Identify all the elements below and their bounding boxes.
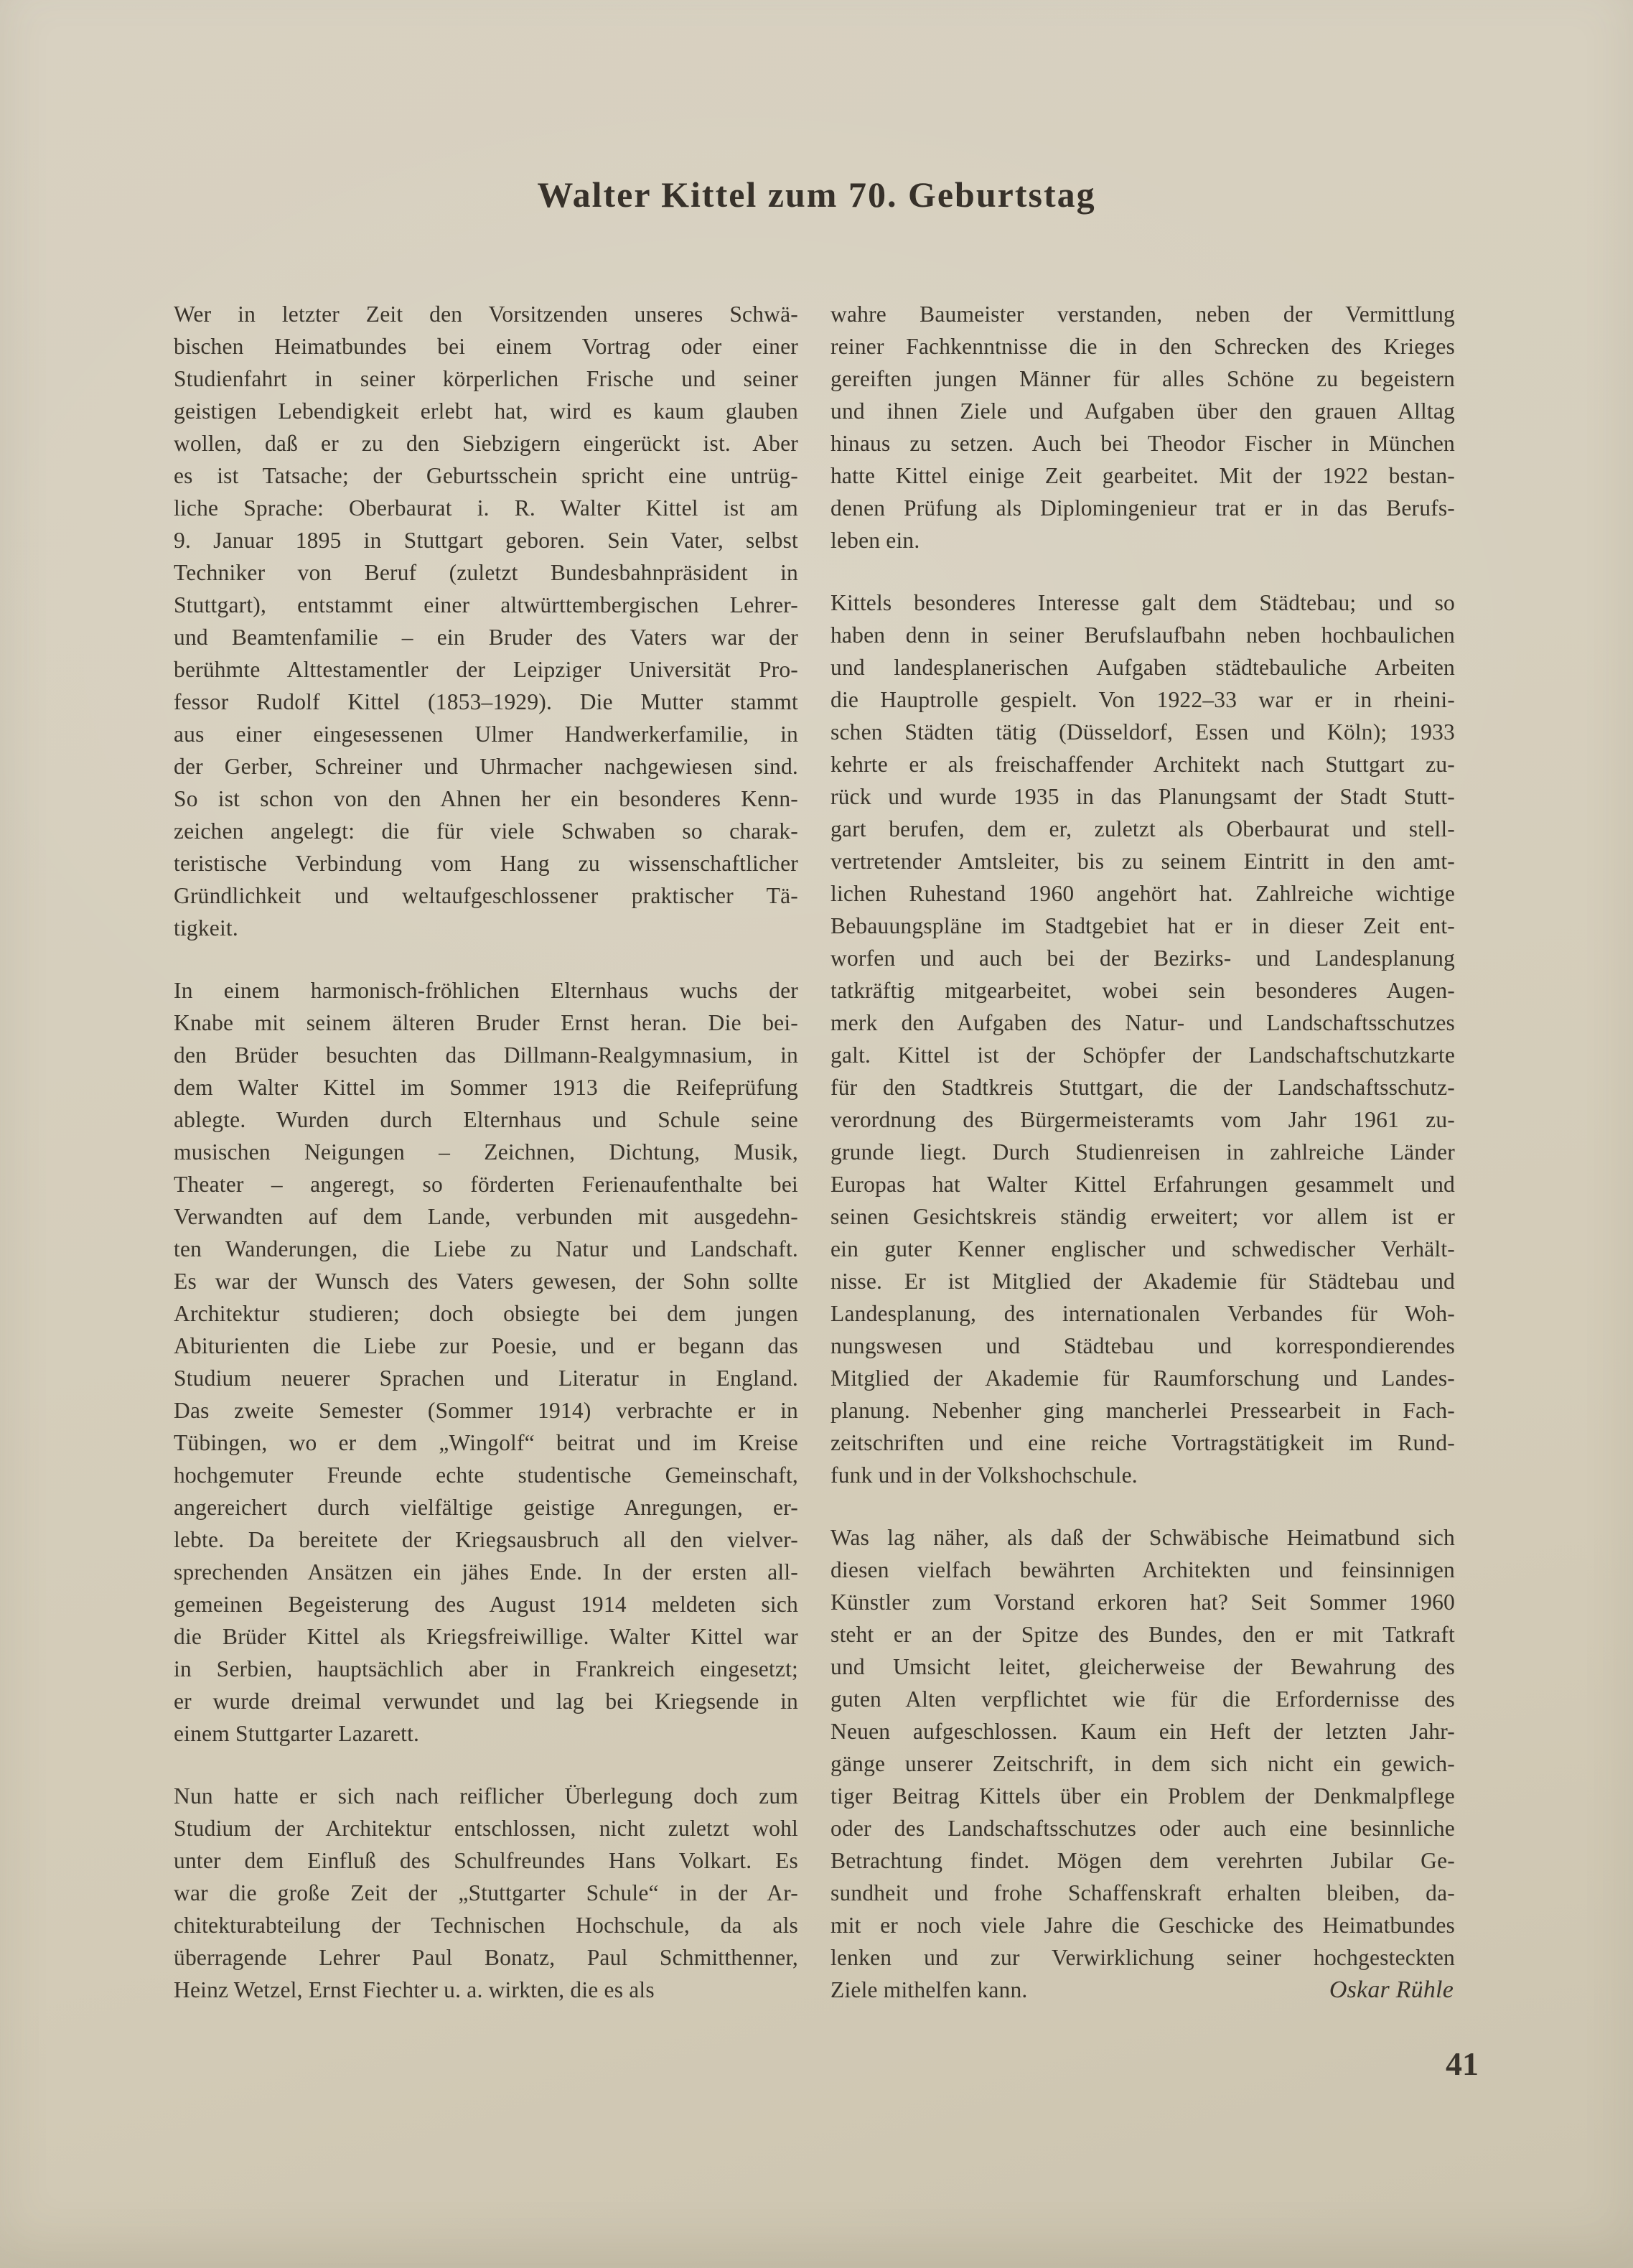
text-line: So ist schon von den Ahnen her ein besonderes Kenn- xyxy=(174,786,798,811)
text-line: den Brüder besuchten das Dillmann-Realgymnasium, in xyxy=(174,1042,798,1068)
text-line: und landesplanerischen Aufgaben städtebauliche Arbeiten xyxy=(830,655,1455,680)
text-line: angereichert durch vielfältige geistige Anregungen, er- xyxy=(174,1495,798,1520)
text-line: geistigen Lebendigkeit erlebt hat, wird es kaum glauben xyxy=(174,398,798,424)
text-line: Landesplanung, des internationalen Verbandes für Woh- xyxy=(830,1301,1455,1326)
text-line: Abiturienten die Liebe zur Poesie, und er begann das xyxy=(174,1333,798,1358)
text-line: funk und in der Volkshochschule. xyxy=(830,1462,1138,1488)
text-line: berühmte Alttestamentler der Leipziger Universität Pro- xyxy=(174,657,798,682)
text-line: und ihnen Ziele und Aufgaben über den grauen Alltag xyxy=(830,398,1455,424)
text-line: Tübingen, wo er dem „Wingolf“ beitrat und im Kreise xyxy=(174,1430,798,1455)
text-line: planung. Nebenher ging mancherlei Pressearbeit in Fach- xyxy=(830,1398,1455,1423)
text-line: Ziele mithelfen kann. xyxy=(830,1977,1028,2002)
text-line: sprechenden Ansätzen ein jähes Ende. In der ersten all- xyxy=(174,1559,798,1585)
text-line: wollen, daß er zu den Siebzigern eingerückt ist. Aber xyxy=(174,431,798,456)
text-line: galt. Kittel ist der Schöpfer der Landschaftschutzkarte xyxy=(830,1042,1455,1068)
text-line: unter dem Einfluß des Schulfreundes Hans Volkart. Es xyxy=(174,1848,798,1873)
text-line: gemeinen Begeisterung des August 1914 meldeten sich xyxy=(174,1592,798,1617)
text-line: lebte. Da bereitete der Kriegsausbruch all den vielver- xyxy=(174,1527,798,1552)
text-line: Es war der Wunsch des Vaters gewesen, der Sohn sollte xyxy=(174,1269,798,1294)
text-line: vertretender Amtsleiter, bis zu seinem Eintritt in den amt- xyxy=(830,849,1455,874)
text-line: seinen Gesichtskreis ständig erweitert; vor allem ist er xyxy=(830,1204,1455,1229)
text-line: merk den Aufgaben des Natur- und Landschaftsschutzes xyxy=(830,1010,1455,1035)
text-line: er wurde dreimal verwundet und lag bei Kriegsende in xyxy=(174,1689,798,1714)
text-line: In einem harmonisch-fröhlichen Elternhaus wuchs der xyxy=(174,978,798,1003)
closing-line xyxy=(830,1974,1455,2006)
text-line: die Brüder Kittel als Kriegsfreiwillige. Walter Kittel war xyxy=(174,1624,798,1649)
text-line: nisse. Er ist Mitglied der Akademie für Städtebau und xyxy=(830,1269,1455,1294)
left-column xyxy=(174,298,798,2006)
text-line: lichen Ruhestand 1960 angehört hat. Zahlreiche wichtige xyxy=(830,881,1455,906)
text-line: nungswesen und Städtebau und korrespondierendes xyxy=(830,1333,1455,1358)
text-line: Techniker von Beruf (zuletzt Bundesbahnpräsident in xyxy=(174,560,798,585)
text-line: Studium neuerer Sprachen und Literatur in England. xyxy=(174,1366,798,1391)
text-line: hatte Kittel einige Zeit gearbeitet. Mit der 1922 bestan- xyxy=(830,463,1455,488)
text-line: 9. Januar 1895 in Stuttgart geboren. Sein Vater, selbst xyxy=(174,528,798,553)
text-line: haben denn in seiner Berufslaufbahn neben hochbaulichen xyxy=(830,622,1455,648)
text-line: hochgemuter Freunde echte studentische Gemeinschaft, xyxy=(174,1462,798,1488)
text-line: reiner Fachkenntnisse die in den Schrecken des Krieges xyxy=(830,334,1455,359)
text-line: tiger Beitrag Kittels über ein Problem der Denkmalpflege xyxy=(830,1783,1455,1809)
text-line: Europas hat Walter Kittel Erfahrungen gesammelt und xyxy=(830,1172,1455,1197)
text-line: Studienfahrt in seiner körperlichen Frische und seiner xyxy=(174,366,798,391)
paragraph xyxy=(174,298,798,944)
text-line: es ist Tatsache; der Geburtsschein spricht eine untrüg- xyxy=(174,463,798,488)
text-line: der Gerber, Schreiner und Uhrmacher nachgewiesen sind. xyxy=(174,754,798,779)
text-line: Nun hatte er sich nach reiflicher Überlegung doch zum xyxy=(174,1783,798,1809)
text-line: Architektur studieren; doch obsiegte bei dem jungen xyxy=(174,1301,798,1326)
text-line: Studium der Architektur entschlossen, nicht zuletzt wohl xyxy=(174,1816,798,1841)
text-line: Wer in letzter Zeit den Vorsitzenden unseres Schwä- xyxy=(174,302,798,327)
text-line: Gründlichkeit und weltaufgeschlossener praktischer Tä- xyxy=(174,883,798,908)
text-line: steht er an der Spitze des Bundes, den er mit Tatkraft xyxy=(830,1622,1455,1647)
text-line: zeichen angelegt: die für viele Schwaben so charak- xyxy=(174,818,798,844)
page-number: 41 xyxy=(1446,2045,1479,2082)
text-line: Mitglied der Akademie für Raumforschung und Landes- xyxy=(830,1366,1455,1391)
paragraph xyxy=(174,1780,798,2006)
text-line: lenken und zur Verwirklichung seiner hochgesteckten xyxy=(830,1945,1455,1970)
text-line: verordnung des Bürgermeisteramts vom Jahr 1961 zu- xyxy=(830,1107,1455,1132)
text-line: Stuttgart), entstammt einer altwürttembergischen Lehrer- xyxy=(174,592,798,617)
text-line: hinaus zu setzen. Auch bei Theodor Fischer in München xyxy=(830,431,1455,456)
text-line: und Beamtenfamilie – ein Bruder des Vaters war der xyxy=(174,625,798,650)
text-line: ten Wanderungen, die Liebe zu Natur und Landschaft. xyxy=(174,1236,798,1261)
text-line: Knabe mit seinem älteren Bruder Ernst heran. Die bei- xyxy=(174,1010,798,1035)
text-line: tatkräftig mitgearbeitet, wobei sein besonderes Augen- xyxy=(830,978,1455,1003)
text-line: sundheit und frohe Schaffenskraft erhalten bleiben, da- xyxy=(830,1880,1455,1905)
text-line: chitekturabteilung der Technischen Hochschule, da als xyxy=(174,1913,798,1938)
paragraph xyxy=(830,587,1455,1491)
text-line: Bebauungspläne im Stadtgebiet hat er in dieser Zeit ent- xyxy=(830,913,1455,938)
text-line: schen Städten tätig (Düsseldorf, Essen und Köln); 1933 xyxy=(830,719,1455,745)
text-line: wahre Baumeister verstanden, neben der Vermittlung xyxy=(830,302,1455,327)
text-line: ablegte. Wurden durch Elternhaus und Schule seine xyxy=(174,1107,798,1132)
text-line: einem Stuttgarter Lazarett. xyxy=(174,1721,420,1746)
text-line: dem Walter Kittel im Sommer 1913 die Reifeprüfung xyxy=(174,1075,798,1100)
text-columns xyxy=(174,298,1455,2006)
text-line: überragende Lehrer Paul Bonatz, Paul Schmitthenner, xyxy=(174,1945,798,1970)
text-line: gart berufen, dem er, zuletzt als Oberbaurat und stell- xyxy=(830,816,1455,841)
text-line: liche Sprache: Oberbaurat i. R. Walter Kittel ist am xyxy=(174,495,798,521)
text-line: fessor Rudolf Kittel (1853–1929). Die Mutter stammt xyxy=(174,689,798,714)
text-line: Verwandten auf dem Lande, verbunden mit ausgedehn- xyxy=(174,1204,798,1229)
text-line: bischen Heimatbundes bei einem Vortrag oder einer xyxy=(174,334,798,359)
text-line: guten Alten verpflichtet wie für die Erfordernisse des xyxy=(830,1686,1455,1712)
text-line: für den Stadtkreis Stuttgart, die der Landschaftsschutz- xyxy=(830,1075,1455,1100)
author-signature: Oskar Rühle xyxy=(1329,1977,1454,2003)
text-line: Künstler zum Vorstand erkoren hat? Seit Sommer 1960 xyxy=(830,1590,1455,1615)
text-line: ein guter Kenner englischer und schwedischer Verhält- xyxy=(830,1236,1455,1261)
text-line: Heinz Wetzel, Ernst Fiechter u. a. wirkten, die es als xyxy=(174,1977,655,2002)
paragraph xyxy=(174,974,798,1750)
text-line: und Umsicht leitet, gleicherweise der Bewahrung des xyxy=(830,1654,1455,1679)
text-line: gänge unserer Zeitschrift, in dem sich nicht ein gewich- xyxy=(830,1751,1455,1776)
text-line: Theater – angeregt, so förderten Ferienaufenthalte bei xyxy=(174,1172,798,1197)
paragraph xyxy=(830,1521,1455,2006)
text-line: worfen und auch bei der Bezirks- und Landesplanung xyxy=(830,946,1455,971)
text-line: kehrte er als freischaffender Architekt nach Stuttgart zu- xyxy=(830,752,1455,777)
text-line: diesen vielfach bewährten Architekten und feinsinnigen xyxy=(830,1557,1455,1582)
right-column xyxy=(830,298,1455,2006)
text-line: Kittels besonderes Interesse galt dem Städtebau; und so xyxy=(830,590,1455,615)
text-line: denen Prüfung als Diplomingenieur trat er in das Berufs- xyxy=(830,495,1455,521)
text-line: mit er noch viele Jahre die Geschicke des Heimatbundes xyxy=(830,1913,1455,1938)
text-line: gereiften jungen Männer für alles Schöne zu begeistern xyxy=(830,366,1455,391)
text-line: zeitschriften und eine reiche Vortragstätigkeit im Rund- xyxy=(830,1430,1455,1455)
text-line: war die große Zeit der „Stuttgarter Schule“ in der Ar- xyxy=(174,1880,798,1905)
text-line: die Hauptrolle gespielt. Von 1922–33 war er in rheini- xyxy=(830,687,1455,712)
text-line: teristische Verbindung vom Hang zu wissenschaftlicher xyxy=(174,851,798,876)
text-line: Was lag näher, als daß der Schwäbische Heimatbund sich xyxy=(830,1525,1455,1550)
text-line: Betrachtung findet. Mögen dem verehrten Jubilar Ge- xyxy=(830,1848,1455,1873)
text-line: aus einer eingesessenen Ulmer Handwerkerfamilie, in xyxy=(174,722,798,747)
text-line: grunde liegt. Durch Studienreisen in zahlreiche Länder xyxy=(830,1139,1455,1165)
text-line: leben ein. xyxy=(830,528,920,553)
text-line: oder des Landschaftsschutzes oder auch eine besinnliche xyxy=(830,1816,1455,1841)
text-line: Neuen aufgeschlossen. Kaum ein Heft der letzten Jahr- xyxy=(830,1719,1455,1744)
text-line: tigkeit. xyxy=(174,915,238,941)
paragraph xyxy=(830,298,1455,556)
text-line: Das zweite Semester (Sommer 1914) verbrachte er in xyxy=(174,1398,798,1423)
article-title: Walter Kittel zum 70. Geburtstag xyxy=(537,174,1096,215)
text-line: rück und wurde 1935 in das Planungsamt der Stadt Stutt- xyxy=(830,784,1455,809)
text-line: in Serbien, hauptsächlich aber in Frankreich eingesetzt; xyxy=(174,1656,798,1681)
text-line: musischen Neigungen – Zeichnen, Dichtung, Musik, xyxy=(174,1139,798,1165)
